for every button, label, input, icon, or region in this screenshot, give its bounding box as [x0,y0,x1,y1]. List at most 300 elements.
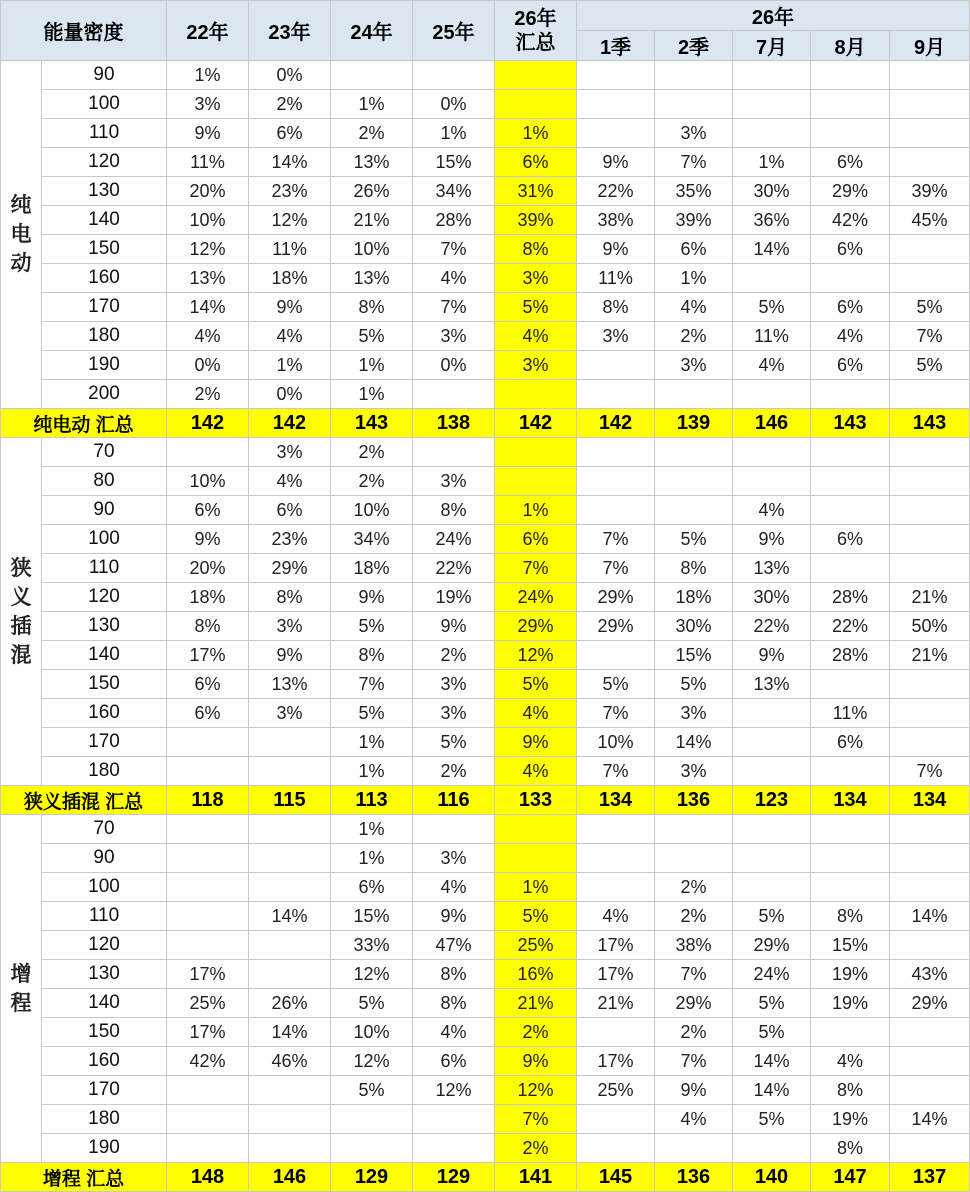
value-cell: 1% [331,90,413,119]
total-value: 134 [890,786,970,815]
value-cell [167,902,249,931]
total-row [1,409,970,438]
value-cell: 21% [890,641,970,670]
value-cell: 35% [655,177,733,206]
year-header: 24年 [331,1,413,61]
value-cell: 4% [811,1047,890,1076]
year-header: 22年 [167,1,249,61]
value-cell: 12% [495,641,577,670]
value-cell [655,467,733,496]
value-cell: 3% [249,699,331,728]
table-row [1,90,970,119]
density-label: 180 [42,1105,167,1134]
table-row [1,177,970,206]
value-cell: 23% [249,177,331,206]
value-cell: 22% [577,177,655,206]
value-cell [733,90,811,119]
value-cell: 0% [249,380,331,409]
value-cell: 5% [495,902,577,931]
value-cell: 6% [495,148,577,177]
density-label: 170 [42,1076,167,1105]
value-cell: 4% [413,873,495,902]
value-cell: 14% [890,1105,970,1134]
value-cell: 3% [413,467,495,496]
value-cell: 31% [495,177,577,206]
value-cell: 28% [811,583,890,612]
value-cell: 4% [413,1018,495,1047]
value-cell: 6% [811,525,890,554]
value-cell [167,815,249,844]
total-value: 142 [495,409,577,438]
value-cell [249,728,331,757]
value-cell: 5% [733,989,811,1018]
value-cell [249,1076,331,1105]
table-row [1,931,970,960]
value-cell: 36% [733,206,811,235]
value-cell [167,757,249,786]
value-cell: 12% [331,960,413,989]
total-value: 136 [655,1163,733,1192]
total-value: 143 [331,409,413,438]
value-cell: 5% [733,293,811,322]
table-row [1,815,970,844]
value-cell: 1% [331,844,413,873]
density-label: 180 [42,322,167,351]
value-cell [413,380,495,409]
density-label: 150 [42,235,167,264]
density-label: 160 [42,699,167,728]
value-cell [890,1018,970,1047]
value-cell: 1% [413,119,495,148]
header-row-1 [1,1,970,31]
value-cell [733,61,811,90]
value-cell [733,467,811,496]
total-value: 116 [413,786,495,815]
section-label-char: 狭 [10,556,32,580]
value-cell: 3% [413,844,495,873]
value-cell: 8% [331,293,413,322]
value-cell [890,815,970,844]
value-cell [577,119,655,148]
value-cell: 34% [413,177,495,206]
table-row [1,148,970,177]
value-cell [811,496,890,525]
table-row [1,757,970,786]
density-label: 140 [42,989,167,1018]
density-label: 150 [42,670,167,699]
value-cell: 3% [655,699,733,728]
value-cell [413,438,495,467]
density-label: 140 [42,206,167,235]
value-cell [331,1105,413,1134]
value-cell: 6% [167,670,249,699]
value-cell [733,264,811,293]
density-label: 120 [42,583,167,612]
value-cell: 4% [577,902,655,931]
section-label-char: 插 [10,614,32,638]
total-value: 147 [811,1163,890,1192]
value-cell: 5% [413,728,495,757]
value-cell: 2% [655,873,733,902]
year-header: 23年 [249,1,331,61]
value-cell: 4% [249,322,331,351]
value-cell: 19% [413,583,495,612]
value-cell: 2% [413,757,495,786]
value-cell [167,873,249,902]
value-cell [733,699,811,728]
value-cell: 3% [577,322,655,351]
total-value: 137 [890,1163,970,1192]
value-cell [577,1134,655,1163]
value-cell: 0% [413,351,495,380]
value-cell [811,380,890,409]
value-cell: 24% [733,960,811,989]
value-cell [890,380,970,409]
total-value: 134 [811,786,890,815]
value-cell: 1% [331,728,413,757]
density-label: 170 [42,293,167,322]
value-cell: 26% [331,177,413,206]
value-cell: 42% [811,206,890,235]
density-label: 110 [42,554,167,583]
value-cell [811,815,890,844]
value-cell: 5% [331,699,413,728]
table-row [1,1018,970,1047]
value-cell [413,815,495,844]
period-header: 2季 [655,31,733,61]
value-cell: 38% [655,931,733,960]
value-cell: 14% [890,902,970,931]
value-cell: 7% [495,1105,577,1134]
total-label: 增程 汇总 [1,1163,167,1192]
density-label: 70 [42,438,167,467]
value-cell: 2% [655,902,733,931]
density-label: 190 [42,1134,167,1163]
table-row [1,235,970,264]
total-value: 129 [331,1163,413,1192]
value-cell [811,467,890,496]
value-cell [577,90,655,119]
summary-header-line1: 26年 [514,7,557,30]
value-cell: 4% [413,264,495,293]
value-cell [811,438,890,467]
value-cell: 4% [733,496,811,525]
table-row [1,728,970,757]
value-cell: 1% [733,148,811,177]
value-cell: 33% [331,931,413,960]
table-row [1,873,970,902]
value-cell [890,467,970,496]
total-row [1,1163,970,1192]
value-cell: 25% [495,931,577,960]
value-cell: 28% [413,206,495,235]
density-label: 180 [42,757,167,786]
value-cell: 4% [495,322,577,351]
value-cell: 34% [331,525,413,554]
density-label: 110 [42,902,167,931]
value-cell: 3% [249,438,331,467]
value-cell: 39% [495,206,577,235]
value-cell: 0% [249,61,331,90]
value-cell: 1% [495,119,577,148]
value-cell: 1% [331,380,413,409]
value-cell [249,931,331,960]
value-cell: 7% [655,148,733,177]
table-row [1,351,970,380]
value-cell: 7% [413,293,495,322]
density-label: 200 [42,380,167,409]
table-row [1,844,970,873]
value-cell: 4% [249,467,331,496]
value-cell: 18% [331,554,413,583]
density-label: 160 [42,264,167,293]
value-cell [890,235,970,264]
density-label: 100 [42,873,167,902]
value-cell: 13% [167,264,249,293]
value-cell: 43% [890,960,970,989]
value-cell: 25% [167,989,249,1018]
value-cell: 18% [249,264,331,293]
value-cell: 7% [577,554,655,583]
value-cell [733,728,811,757]
value-cell: 6% [811,235,890,264]
value-cell [167,1134,249,1163]
value-cell [577,496,655,525]
value-cell: 30% [733,583,811,612]
value-cell: 2% [331,438,413,467]
table-row [1,322,970,351]
value-cell: 8% [811,1076,890,1105]
value-cell [890,148,970,177]
value-cell [655,815,733,844]
total-value: 113 [331,786,413,815]
value-cell: 47% [413,931,495,960]
value-cell: 25% [577,1076,655,1105]
total-value: 146 [249,1163,331,1192]
value-cell [811,670,890,699]
value-cell [811,844,890,873]
value-cell: 2% [655,322,733,351]
value-cell [249,844,331,873]
value-cell: 2% [331,119,413,148]
value-cell: 21% [577,989,655,1018]
value-cell: 8% [655,554,733,583]
value-cell [577,467,655,496]
value-cell [577,61,655,90]
density-label: 110 [42,119,167,148]
period-header: 1季 [577,31,655,61]
value-cell: 2% [495,1134,577,1163]
value-cell: 1% [655,264,733,293]
table-row [1,438,970,467]
value-cell: 12% [167,235,249,264]
value-cell: 29% [577,583,655,612]
value-cell [733,844,811,873]
value-cell: 30% [655,612,733,641]
section-label-char: 电 [10,223,32,246]
value-cell [890,90,970,119]
value-cell: 29% [495,612,577,641]
value-cell [890,728,970,757]
value-cell [331,61,413,90]
table-row [1,1134,970,1163]
value-cell: 2% [249,90,331,119]
value-cell [890,496,970,525]
value-cell: 1% [167,61,249,90]
density-label: 100 [42,525,167,554]
value-cell [890,1076,970,1105]
section-label [1,61,42,409]
summary-header [495,1,577,61]
value-cell [655,90,733,119]
value-cell [167,728,249,757]
total-value: 142 [249,409,331,438]
value-cell [577,1018,655,1047]
value-cell: 39% [890,177,970,206]
value-cell: 8% [495,235,577,264]
value-cell [890,1134,970,1163]
table-row [1,612,970,641]
value-cell: 12% [331,1047,413,1076]
table-row [1,119,970,148]
value-cell [733,873,811,902]
value-cell [890,699,970,728]
value-cell [811,873,890,902]
value-cell: 12% [249,206,331,235]
value-cell: 45% [890,206,970,235]
density-label: 160 [42,1047,167,1076]
value-cell: 10% [331,235,413,264]
value-cell: 5% [495,670,577,699]
value-cell: 29% [655,989,733,1018]
value-cell: 22% [811,612,890,641]
total-value: 141 [495,1163,577,1192]
value-cell [733,815,811,844]
table-row [1,1105,970,1134]
value-cell [249,1105,331,1134]
value-cell [413,1134,495,1163]
value-cell: 5% [733,902,811,931]
table-row [1,61,970,90]
value-cell: 11% [733,322,811,351]
value-cell [655,380,733,409]
table-row [1,554,970,583]
value-cell: 29% [249,554,331,583]
value-cell [655,1134,733,1163]
value-cell: 7% [890,322,970,351]
value-cell: 6% [811,351,890,380]
value-cell: 7% [890,757,970,786]
value-cell: 6% [249,496,331,525]
section-label [1,438,42,786]
total-value: 145 [577,1163,655,1192]
total-value: 142 [577,409,655,438]
value-cell: 7% [495,554,577,583]
table-row [1,264,970,293]
value-cell: 5% [655,670,733,699]
density-label: 90 [42,61,167,90]
value-cell: 17% [577,931,655,960]
total-value: 129 [413,1163,495,1192]
value-cell: 10% [331,1018,413,1047]
value-cell: 9% [655,1076,733,1105]
value-cell [167,438,249,467]
value-cell: 1% [495,496,577,525]
density-label: 70 [42,815,167,844]
value-cell: 2% [167,380,249,409]
value-cell: 7% [331,670,413,699]
value-cell [167,1105,249,1134]
section-label-char: 增 [10,962,32,986]
value-cell: 2% [413,641,495,670]
value-cell: 6% [495,525,577,554]
value-cell: 5% [495,293,577,322]
value-cell: 17% [167,960,249,989]
value-cell: 14% [249,902,331,931]
value-cell: 7% [655,1047,733,1076]
value-cell: 7% [577,699,655,728]
value-cell: 13% [733,554,811,583]
value-cell: 42% [167,1047,249,1076]
value-cell: 21% [331,206,413,235]
period-header: 9月 [890,31,970,61]
value-cell [167,1076,249,1105]
value-cell: 3% [167,90,249,119]
value-cell: 22% [733,612,811,641]
value-cell: 7% [577,525,655,554]
value-cell: 13% [331,264,413,293]
value-cell [890,1047,970,1076]
value-cell: 11% [167,148,249,177]
value-cell [495,438,577,467]
value-cell [811,119,890,148]
value-cell: 9% [167,119,249,148]
table-row [1,293,970,322]
value-cell: 3% [655,119,733,148]
table-row [1,206,970,235]
value-cell: 50% [890,612,970,641]
value-cell [733,438,811,467]
value-cell: 21% [890,583,970,612]
value-cell [249,815,331,844]
total-value: 146 [733,409,811,438]
value-cell: 0% [167,351,249,380]
value-cell: 6% [167,496,249,525]
period-header: 8月 [811,31,890,61]
total-value: 139 [655,409,733,438]
value-cell [890,264,970,293]
table-row [1,1076,970,1105]
value-cell: 3% [655,757,733,786]
value-cell: 4% [811,322,890,351]
value-cell: 9% [495,1047,577,1076]
value-cell: 6% [249,119,331,148]
value-cell: 8% [577,293,655,322]
value-cell: 3% [413,670,495,699]
total-value: 148 [167,1163,249,1192]
value-cell: 9% [249,293,331,322]
value-cell: 3% [495,264,577,293]
total-label: 狭义插混 汇总 [1,786,167,815]
value-cell [811,554,890,583]
value-cell [811,61,890,90]
density-label: 130 [42,960,167,989]
value-cell [890,438,970,467]
table-row [1,902,970,931]
value-cell: 7% [577,757,655,786]
value-cell: 14% [733,235,811,264]
value-cell [577,380,655,409]
